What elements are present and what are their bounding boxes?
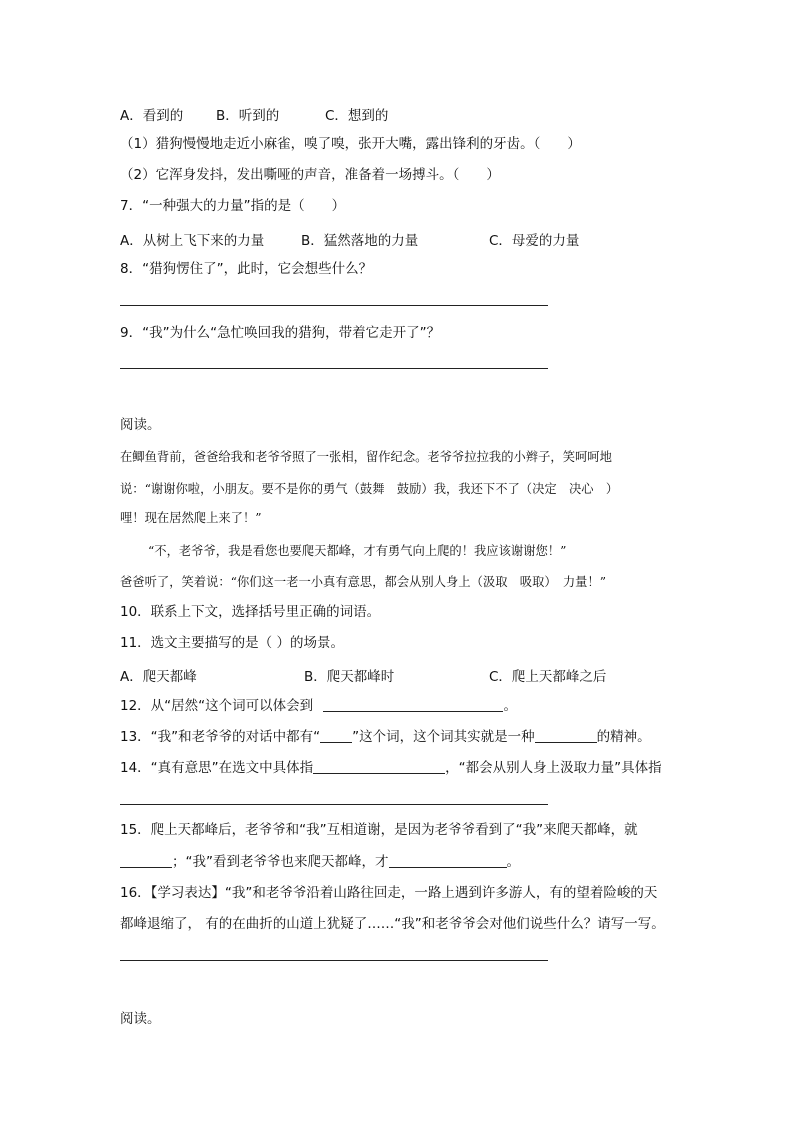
- q12-text: 12．从“居然“这个词可以体会到: [120, 698, 314, 714]
- q7-option-b: B．猛然落地的力量: [301, 233, 419, 249]
- q15-line-1: 15．爬上天都峰后，老爷爷和“我”互相道谢，是因为老爷爷看到了“我”来爬天都峰，就: [120, 822, 638, 838]
- q15-blank-1[interactable]: [120, 853, 172, 868]
- q8-answer-line[interactable]: [120, 305, 548, 306]
- q14-part2: ，“都会从别人身上汲取力量”具体指: [445, 760, 662, 776]
- passage-line-5: 爸爸听了，笑着说：“你们这一老一小真有意思，都会从别人身上（汲取 吸取） 力量！”: [120, 575, 607, 589]
- q6-sub-question-2: （2）它浑身发抖，发出嘶哑的声音，准备着一场搏斗。（ ）: [120, 167, 500, 183]
- passage-line-1: 在鲫鱼背前，爸爸给我和老爷爷照了一张相，留作纪念。老爷爷拉拉我的小辫子，笑呵呵地: [120, 450, 612, 464]
- q13-blank-1[interactable]: [320, 728, 352, 743]
- q10-question: 10．联系上下文，选择括号里正确的词语。: [120, 604, 381, 620]
- q16-line-1: 16．【学习表达】“我”和老爷爷沿着山路往回走，一路上遇到许多游人，有的望着险峻的天: [120, 885, 658, 901]
- q7-option-c: C．母爱的力量: [489, 233, 580, 249]
- q14-question: [120, 759, 662, 777]
- q15-blank-2[interactable]: [389, 853, 507, 868]
- q7-option-a: A．从树上飞下来的力量: [120, 233, 265, 249]
- q6-option-a: A．看到的: [120, 108, 184, 124]
- reading-heading-2: 阅读。: [120, 1011, 161, 1027]
- q11-option-b: B．爬天都峰时: [304, 669, 395, 685]
- q11-question: 11．选文主要描写的是（ ）的场景。: [120, 635, 344, 651]
- q9-answer-line[interactable]: [120, 368, 548, 369]
- q11-option-a: A．爬天都峰: [120, 669, 197, 685]
- q14-answer-line[interactable]: [120, 804, 548, 805]
- q15-line-2: [120, 853, 520, 871]
- q13-part3: 的精神。: [596, 729, 651, 745]
- q13-part1: 13．“我”和老爷爷的对话中都有“: [120, 729, 321, 745]
- q6-option-b: B．听到的: [216, 108, 280, 124]
- q6-option-c: C．想到的: [325, 108, 389, 124]
- q14-blank-1[interactable]: [313, 759, 445, 774]
- q12-answer-blank[interactable]: [323, 697, 503, 712]
- passage-line-2: 说：“谢谢你啦，小朋友。要不是你的勇气（鼓舞 鼓励）我，我还下不了（决定 决心 ）: [120, 482, 619, 496]
- passage-line-4: “不，老爷爷，我是看您也要爬天都峰，才有勇气向上爬的！我应该谢谢您！”: [148, 544, 567, 558]
- q6-sub-question-1: （1）猎狗慢慢地走近小麻雀，嗅了嗅，张开大嘴，露出锋利的牙齿。（ ）: [120, 136, 581, 152]
- q15-part2: ；“我”看到老爷爷也来爬天都峰，才: [172, 854, 389, 870]
- q13-part2: ”这个词，这个词其实就是一种: [352, 729, 535, 745]
- q14-part1: 14．“真有意思”在选文中具体指: [120, 760, 314, 776]
- q13-blank-2[interactable]: [535, 728, 597, 743]
- q8-question: 8．“猎狗愣住了”，此时，它会想些什么？: [120, 261, 373, 277]
- q9-question: 9．“我”为什么“急忙唤回我的猎狗，带着它走开了”？: [120, 325, 441, 341]
- q12-end: 。: [503, 698, 517, 714]
- q12-question: [120, 697, 517, 715]
- reading-heading: 阅读。: [120, 417, 161, 433]
- q13-question: [120, 728, 651, 746]
- passage-line-3: 哩！现在居然爬上来了！”: [120, 511, 262, 525]
- q16-line-2: 都峰退缩了， 有的在曲折的山道上犹疑了……“我”和老爷爷会对他们说些什么？请写一写。: [120, 916, 665, 932]
- q16-answer-line[interactable]: [120, 960, 548, 961]
- q11-option-c: C．爬上天都峰之后: [489, 669, 607, 685]
- q7-question: 7．“一种强大的力量”指的是（ ）: [120, 198, 346, 214]
- q15-part3: 。: [506, 854, 520, 870]
